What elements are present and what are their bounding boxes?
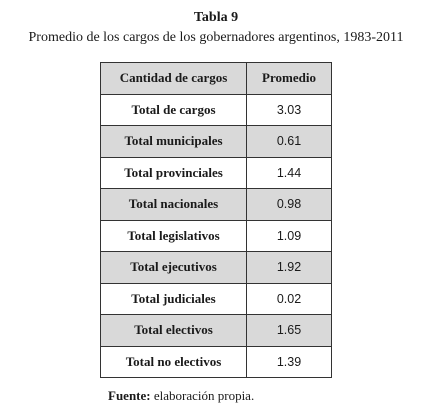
row-value: 1.65	[247, 315, 332, 347]
row-label: Total nacionales	[101, 189, 247, 221]
row-label: Total judiciales	[101, 283, 247, 315]
row-value: 1.44	[247, 157, 332, 189]
source-note	[108, 388, 254, 403]
table-row	[101, 346, 332, 378]
source-text: elaboración propia.	[150, 388, 255, 403]
table-row	[101, 94, 332, 126]
data-table	[100, 62, 332, 378]
row-label: Total municipales	[101, 126, 247, 158]
row-value: 1.39	[247, 346, 332, 378]
table-row	[101, 283, 332, 315]
row-value: 0.98	[247, 189, 332, 221]
row-label: Total provinciales	[101, 157, 247, 189]
column-header-cargos: Cantidad de cargos	[101, 63, 247, 95]
table-row	[101, 252, 332, 284]
column-header-promedio: Promedio	[247, 63, 332, 95]
table-subtitle: Promedio de los cargos de los gobernadores argentinos, 1983-2011	[28, 30, 404, 45]
table-row	[101, 157, 332, 189]
row-label: Total no electivos	[101, 346, 247, 378]
row-value: 1.09	[247, 220, 332, 252]
source-label: Fuente:	[108, 388, 151, 403]
table-row	[101, 126, 332, 158]
table-header-row	[101, 63, 332, 95]
row-label: Total legislativos	[101, 220, 247, 252]
row-value: 1.92	[247, 252, 332, 284]
table-row	[101, 189, 332, 221]
row-value: 3.03	[247, 94, 332, 126]
table-row	[101, 220, 332, 252]
table-row	[101, 315, 332, 347]
row-label: Total electivos	[101, 315, 247, 347]
table-title: Tabla 9	[193, 10, 239, 25]
row-label: Total ejecutivos	[101, 252, 247, 284]
row-label: Total de cargos	[101, 94, 247, 126]
row-value: 0.61	[247, 126, 332, 158]
row-value: 0.02	[247, 283, 332, 315]
